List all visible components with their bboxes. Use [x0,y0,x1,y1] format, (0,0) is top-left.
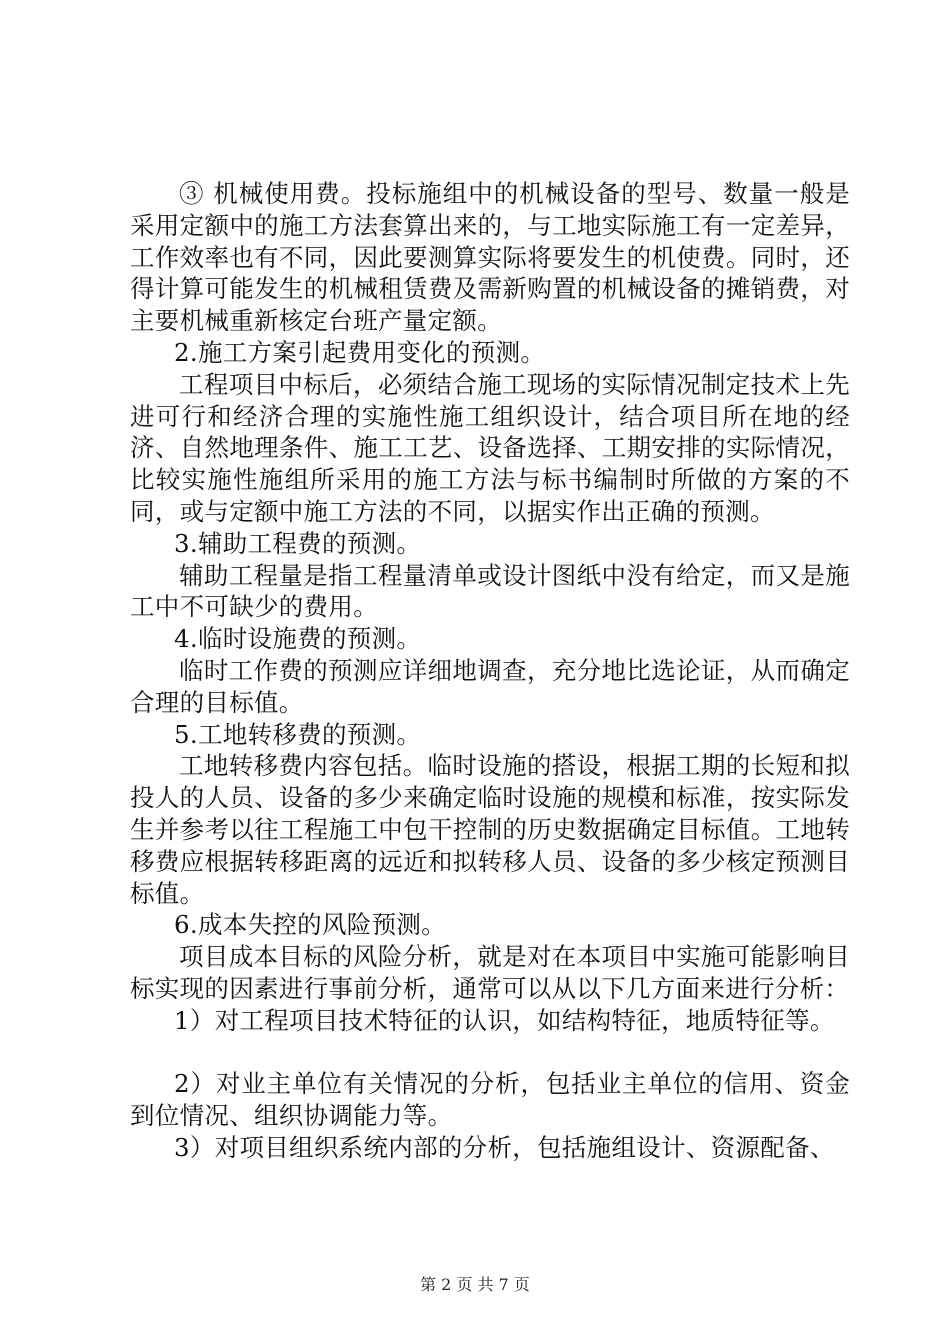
list-item-technical-features: 1）对工程项目技术特征的认识，如结构特征，地质特征等。 [174,1005,835,1035]
paragraph-auxiliary-works: 辅助工程量是指工程量清单或设计图纸中没有给定，而又是施工中不可缺少的费用。 [130,560,850,622]
page-number-footer: 第 2 页 共 7 页 [420,1275,530,1294]
paragraph-temporary-facilities: 临时工作费的预测应详细地调查，充分地比选论证，从而确定合理的目标值。 [130,655,850,717]
paragraph-site-transfer: 工地转移费内容包括。临时设施的搭设，根据工期的长短和拟投人的人员、设备的多少来确定临时设施的规模和标准，按实际发生并参考以往工程施工中包干控制的历史数据确定目标值。工地转移费应根据转移距离的远近和拟转移人员、设备的多少核定预测目标值。 [130,751,850,908]
heading-auxiliary-works: 3.辅助工程费的预测。 [174,528,422,558]
heading-construction-plan: 2.施工方案引起费用变化的预测。 [174,337,546,367]
heading-temporary-facilities: 4.临时设施费的预测。 [174,624,422,654]
heading-site-transfer: 5.工地转移费的预测。 [174,719,422,749]
paragraph-cost-risk: 项目成本目标的风险分析，就是对在本项目中实施可能影响目标实现的因素进行事前分析，通常可以从以下几方面来进行分析： [130,942,850,1003]
heading-cost-risk: 6.成本失控的风险预测。 [174,910,446,940]
document-body [130,178,850,1164]
paragraph-construction-plan: 工程项目中标后，必须结合施工现场的实际情况制定技术上先进可行和经济合理的实施性施工组织设计，结合项目所在地的经济、自然地理条件、施工工艺、设备选择、工期安排的实际情况，比较实施性施组所采用的施工方法与标书编制时所做的方案的不同，或与定额中施工方法的不同，以据实作出正确的预测。 [130,369,850,526]
list-item-owner-analysis: 2）对业主单位有关情况的分析，包括业主单位的信用、资金到位情况、组织协调能力等。 [130,1069,850,1131]
list-item-internal-analysis: 3）对项目组织系统内部的分析，包括施组设计、资源配备、 [174,1132,835,1162]
paragraph-machinery-cost: ③ 机械使用费。投标施组中的机械设备的型号、数量一般是采用定额中的施工方法套算出来的，与工地实际施工有一定差异，工作效率也有不同，因此要测算实际将要发生的机使费。同时，还得计算可能发生的机械租赁费及需新购置的机械设备的摊销费，对主要机械重新核定台班产量定额。 [130,179,850,336]
